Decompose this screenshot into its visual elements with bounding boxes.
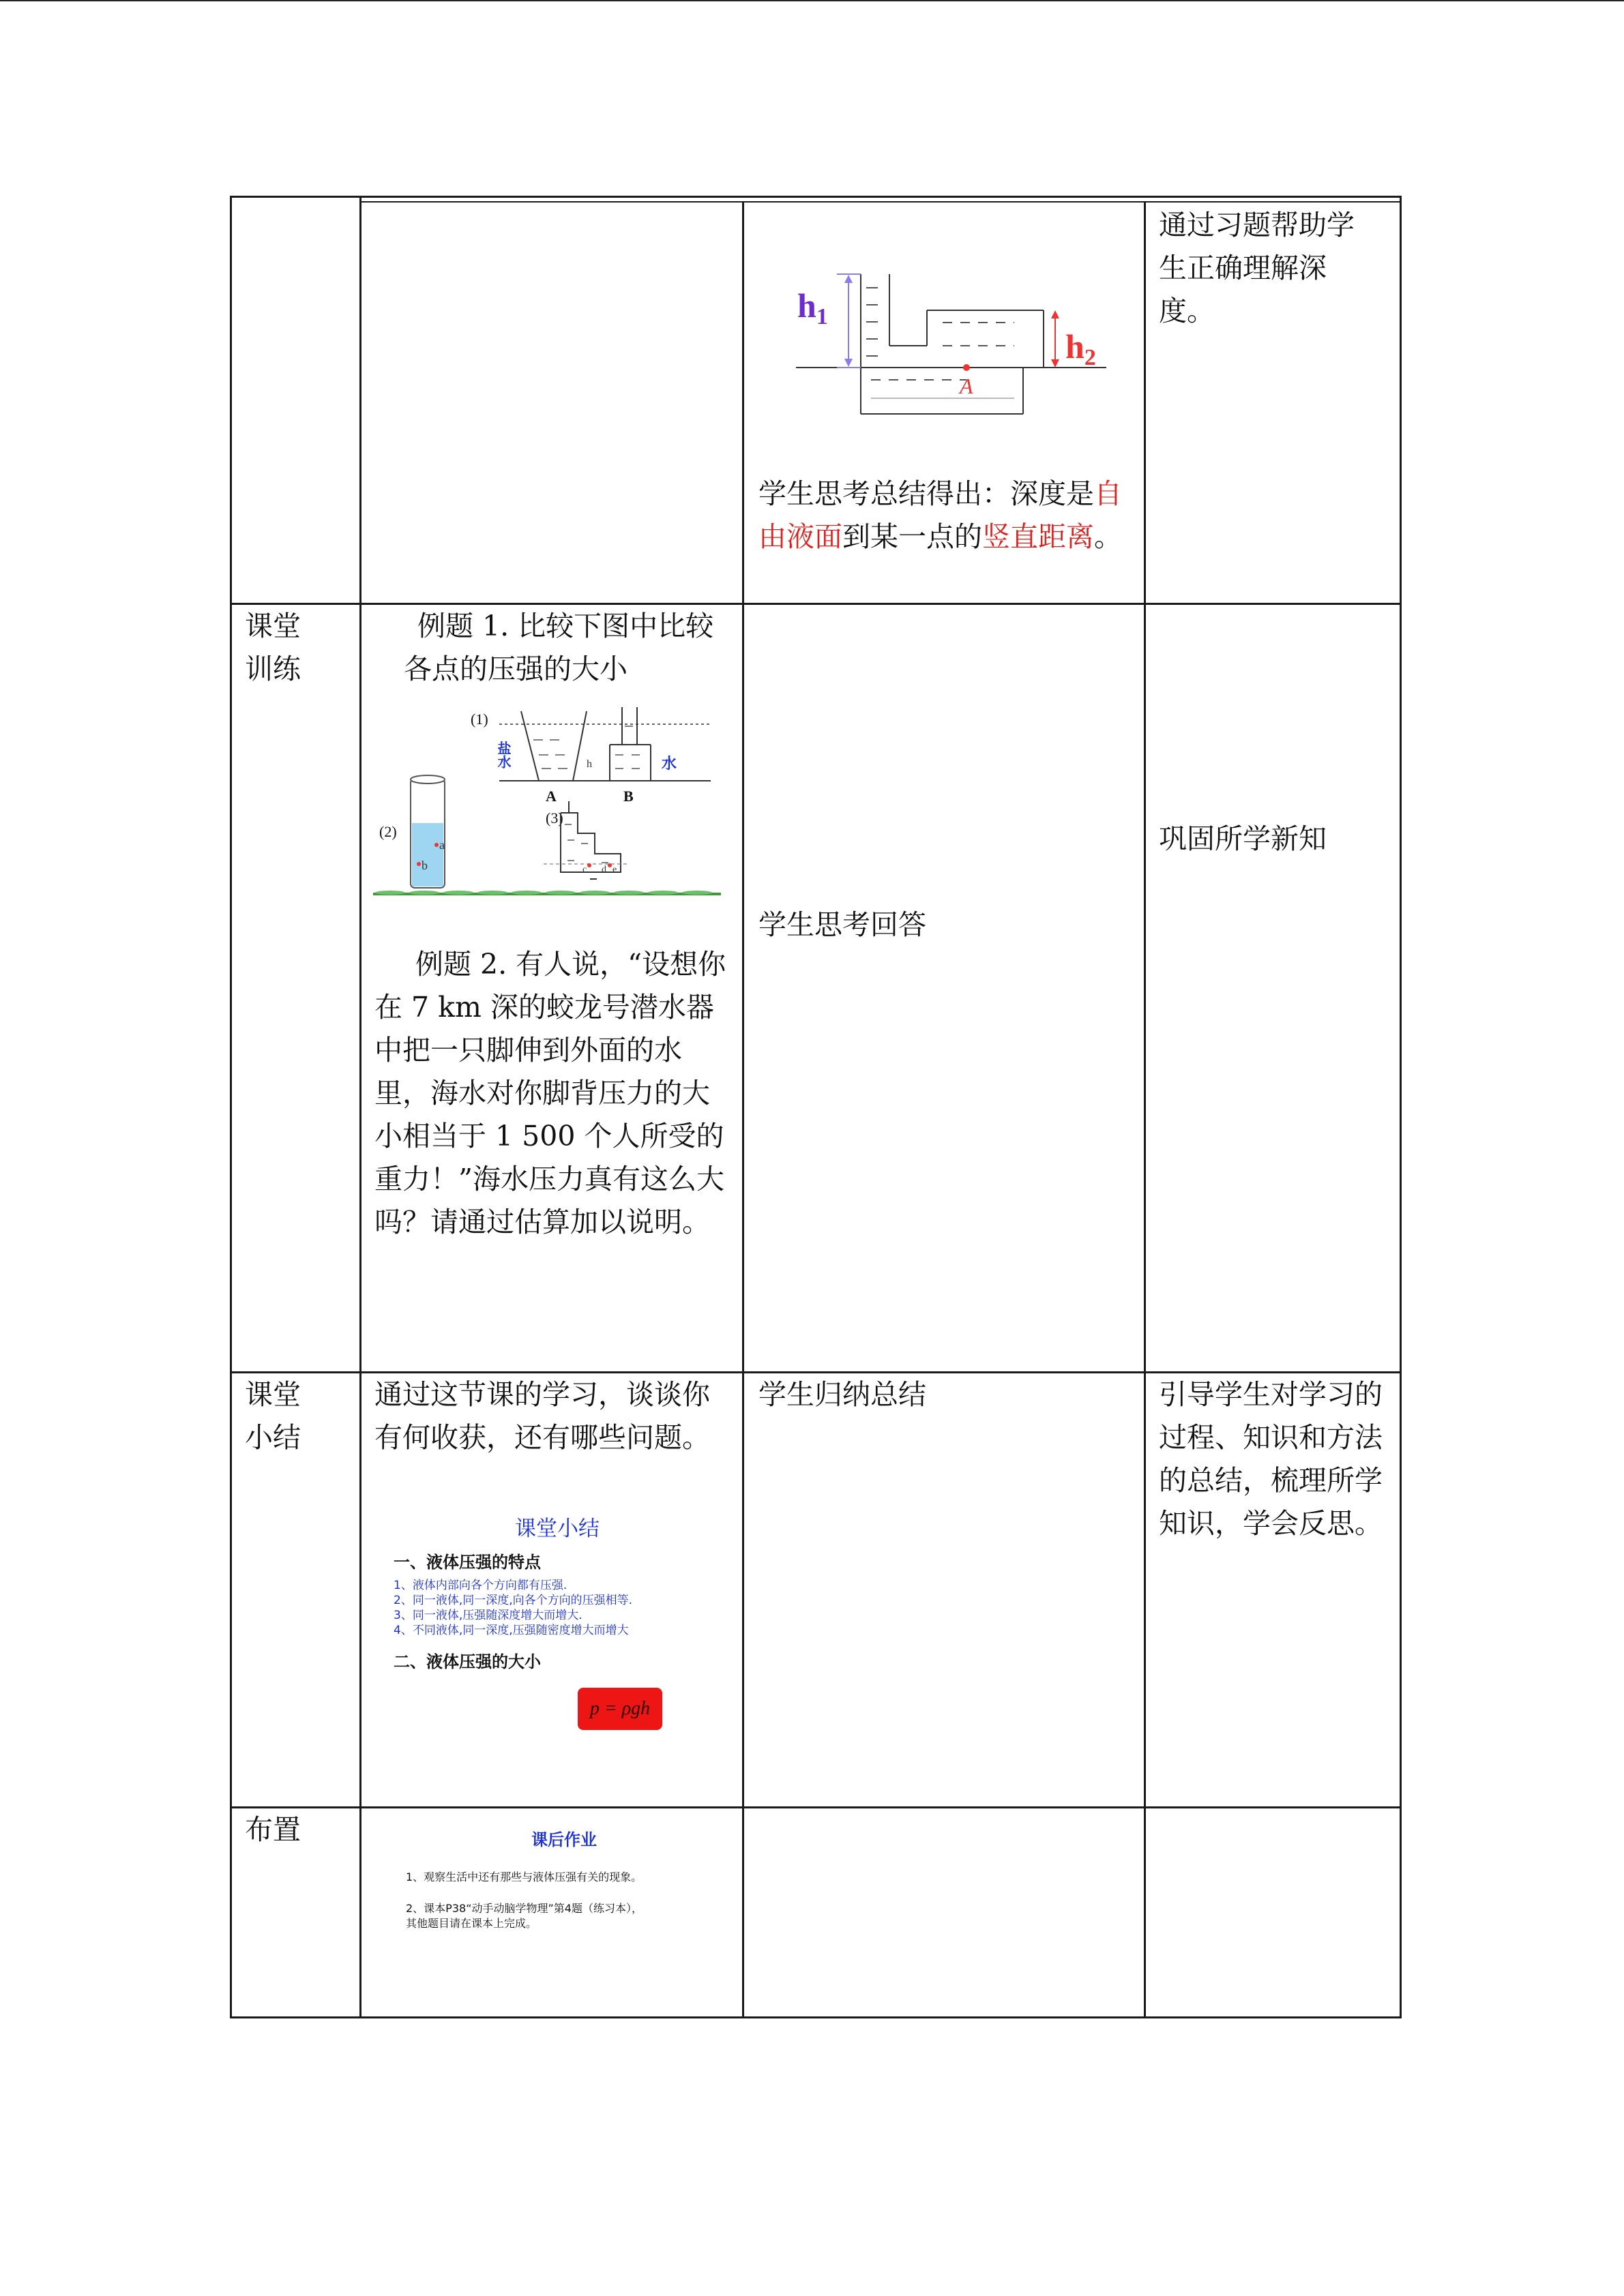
- row1-student-red2: 竖直距离: [982, 520, 1094, 553]
- h1-subscript: 1: [816, 304, 828, 329]
- row1-student-text1: 学生思考总结得出：深度是: [758, 477, 1094, 510]
- point-a-label: A: [960, 374, 973, 398]
- lesson-table: [230, 196, 1402, 2018]
- row3-teacher-activity: 通过这节课的学习，谈谈你有何收获，还有哪些问题。: [374, 1378, 710, 1454]
- summary-item-4: 4、不同液体,同一深度,压强随密度增大而增大: [394, 1624, 629, 1637]
- summary-item-3: 3、同一液体,压强随深度增大而增大.: [394, 1609, 582, 1622]
- h1-label: h: [797, 286, 816, 325]
- row2-student-activity: 学生思考回答: [758, 908, 926, 941]
- row2-design-purpose: 巩固所学新知: [1159, 822, 1327, 855]
- summary-heading-2: 二、液体压强的大小: [394, 1652, 541, 1671]
- h2-subscript: 2: [1084, 345, 1096, 370]
- point-e-small: e: [612, 865, 617, 875]
- svg-text:h2: [1065, 327, 1096, 370]
- svg-text:h1: [797, 286, 828, 329]
- pressure-compare-figure: [370, 700, 731, 905]
- summary-heading-1: 一、液体压强的特点: [394, 1553, 541, 1572]
- row2-example2: 例题 2. 有人说，“设想你在 7 km 深的蛟龙号潜水器中把一只脚伸到外面的水里，海水对你脚背压力的大小相当于 1 500 个人所受的重力！”海水压力真有这么大吗？请通过估算加以说明。: [374, 948, 726, 1238]
- formula-text: p = ρgh: [589, 1698, 651, 1719]
- homework-item-2a: 2、课本P38“动手动脑学物理”第4题（练习本），: [406, 1902, 643, 1915]
- page-top-border: [0, 0, 1624, 1]
- point-c-small: c: [582, 865, 587, 875]
- row1-student-end: 。: [1094, 520, 1122, 553]
- col-line-3: [1144, 201, 1146, 2018]
- table-top-line: [230, 196, 1402, 198]
- col-line-1: [359, 196, 361, 2018]
- point-a-cap: A: [546, 788, 557, 805]
- summary-item-2: 2、同一液体,同一深度,向各个方向的压强相等.: [394, 1594, 633, 1607]
- col-line-0: [230, 196, 232, 2018]
- row2-example1: 例题 1. 比较下图中比较各点的压强的大小: [404, 610, 714, 685]
- fig-num-1: (1): [471, 711, 488, 728]
- summary-item-1: 1、液体内部向各个方向都有压强.: [394, 1579, 567, 1592]
- table-bottom-line: [230, 2016, 1402, 2018]
- point-d-small: d: [602, 865, 606, 875]
- row1-student-text2: 到某一点的: [842, 520, 982, 553]
- h2-label: h: [1065, 327, 1084, 366]
- h-label: h: [587, 758, 592, 770]
- row3-student-activity: 学生归纳总结: [758, 1378, 926, 1411]
- homework-item-1: 1、观察生活中还有那些与液体压强有关的现象。: [406, 1870, 643, 1883]
- homework-slide: [400, 1829, 728, 1952]
- row4-stage: 布置: [245, 1813, 301, 1846]
- fig-num-3: (3): [546, 809, 563, 826]
- row-divider-3: [230, 1806, 1402, 1808]
- summary-slide: [394, 1515, 721, 1730]
- row2-stage: 课堂训练: [245, 610, 301, 685]
- row3-stage: 课堂小结: [245, 1378, 301, 1454]
- row1-student-activity: [758, 473, 1130, 558]
- row1-student-red1: 自由液面: [758, 477, 1122, 553]
- table-top-inner-line: [359, 201, 1402, 203]
- fig-num-2: (2): [379, 823, 397, 840]
- point-b-small: b: [422, 859, 428, 872]
- depth-diagram: [796, 257, 1117, 428]
- col-line-2: [742, 201, 744, 2018]
- summary-slide-title: 课堂小结: [515, 1517, 600, 1541]
- homework-title: 课后作业: [531, 1830, 597, 1849]
- homework-item-2b: 其他题目请在课本上完成。: [406, 1917, 537, 1930]
- row3-design-purpose: 引导学生对学习的过程、知识和方法的总结，梳理所学知识，学会反思。: [1159, 1378, 1383, 1540]
- water-label: 水: [662, 756, 677, 773]
- col-line-4: [1400, 196, 1402, 2018]
- row1-design-purpose: 通过习题帮助学生正确理解深度。: [1159, 209, 1355, 327]
- saltwater-label: 盐水: [495, 741, 512, 769]
- point-a-small: a: [439, 838, 445, 852]
- point-b-cap: B: [623, 788, 634, 805]
